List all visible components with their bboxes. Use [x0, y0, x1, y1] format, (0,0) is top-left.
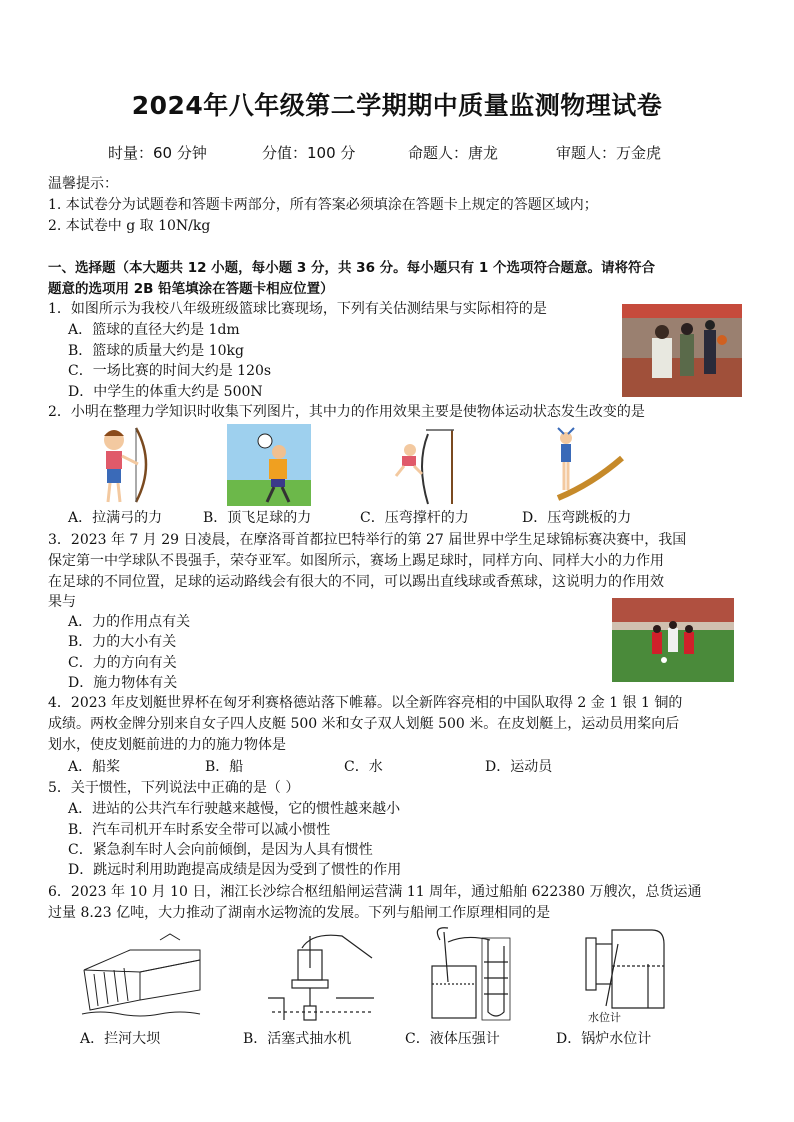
question-1-option: B．篮球的质量大约是 10kg	[68, 343, 244, 359]
question-1-option: A．篮球的直径大约是 1dm	[68, 322, 240, 338]
question-6-caption: B．活塞式抽水机	[243, 1031, 352, 1047]
question-5-option: B．汽车司机开车时系安全带可以减小惯性	[68, 822, 331, 838]
exam-reviewer: 审题人：万金虎	[556, 144, 662, 162]
question-6-stem: 6．2023 年 10 月 10 日，湘江长沙综合枢纽船闸运营满 11 周年，通过船舶 622380 万艘次，总货运通	[48, 884, 702, 900]
question-5-option: A．进站的公共汽车行驶越来越慢，它的惯性越来越小	[68, 801, 401, 817]
tips-item: 2. 本试卷中 g 取 10N/kg	[48, 218, 211, 234]
question-3-stem: 在足球的不同位置，足球的运动路线会有很大的不同，可以踢出直线球或香蕉球，这说明力的作用效	[48, 574, 664, 590]
question-3-option: A．力的作用点有关	[68, 614, 191, 630]
football-photo	[612, 598, 734, 682]
dam-figure	[80, 930, 204, 1022]
exam-author: 命题人：唐龙	[408, 144, 499, 162]
section-heading: 一、选择题（本大题共 12 小题，每小题 3 分，共 36 分。每小题只有 1 个选项符合题意。请将符合	[48, 260, 655, 276]
question-6-caption: A．拦河大坝	[80, 1031, 161, 1047]
question-5-option: C．紧急刹车时人会向前倾倒，是因为人具有惯性	[68, 842, 373, 858]
section-heading: 题意的选项用 2B 铅笔填涂在答题卡相应位置）	[48, 281, 334, 297]
question-3-stem: 3．2023 年 7 月 29 日凌晨，在摩洛哥首都拉巴特举行的第 27 届世界中学生足球锦标赛决赛中，我国	[48, 532, 687, 548]
question-3-stem: 保定第一中学球队不畏强手，荣夺亚军。如图所示，赛场上踢足球时，同样方向、同样大小的力作用	[48, 553, 664, 569]
question-2-stem: 2．小明在整理力学知识时收集下列图片，其中力的作用效果主要是使物体运动状态发生改变的是	[48, 404, 645, 420]
pressure-gauge-figure	[426, 922, 518, 1024]
question-1-stem: 1．如图所示为我校八年级班级篮球比赛现场，下列有关估测结果与实际相符的是	[48, 301, 547, 317]
pole-vault-figure	[388, 424, 460, 506]
question-4-option: A．船桨	[68, 759, 121, 775]
question-2-caption: C．压弯撑杆的力	[360, 510, 469, 526]
question-2-caption: A．拉满弓的力	[68, 510, 163, 526]
question-4-option: D．运动员	[485, 759, 553, 775]
question-1-option: D．中学生的体重大约是 500N	[68, 384, 263, 400]
tips-item: 1. 本试卷分为试题卷和答题卡两部分，所有答案必须填涂在答题卡上规定的答题区域内；	[48, 197, 598, 213]
header-kick-figure	[227, 424, 311, 506]
question-2-caption: B．顶飞足球的力	[203, 510, 312, 526]
question-2-caption: D．压弯跳板的力	[522, 510, 632, 526]
question-5-stem: 5．关于惯性，下列说法中正确的是（ ）	[48, 780, 300, 796]
exam-score: 分值：100 分	[262, 144, 356, 162]
question-3-stem: 果与	[48, 594, 76, 610]
tips-heading: 温馨提示：	[48, 176, 118, 192]
question-4-stem: 划水，使皮划艇前进的力的施力物体是	[48, 737, 286, 753]
question-4-option: B．船	[205, 759, 244, 775]
exam-title: 2024年八年级第二学期期中质量监测物理试卷	[131, 91, 663, 120]
diving-board-figure	[552, 424, 624, 506]
question-3-option: D．施力物体有关	[68, 675, 178, 691]
question-6-stem: 过量 8.23 亿吨，大力推动了湖南水运物流的发展。下列与船闸工作原理相同的是	[48, 905, 551, 921]
question-3-option: C．力的方向有关	[68, 655, 177, 671]
question-6-caption: D．锅炉水位计	[556, 1031, 652, 1047]
question-3-option: B．力的大小有关	[68, 634, 177, 650]
question-4-stem: 4．2023 年皮划艇世界杯在匈牙利赛格德站落下帷幕。以全新阵容亮相的中国队取得 2 金 1 银 1 铜的	[48, 695, 683, 711]
question-5-option: D．跳远时利用助跑提高成绩是因为受到了惯性的作用	[68, 862, 402, 878]
exam-time: 时量：60 分钟	[108, 144, 207, 162]
question-4-option: C．水	[344, 759, 383, 775]
question-6-caption: C．液体压强计	[405, 1031, 500, 1047]
gauge-label: 水位计	[588, 1011, 621, 1024]
question-4-stem: 成绩。两枚金牌分别来自女子四人皮艇 500 米和女子双人划艇 500 米。在皮划艇上，运动员用桨向后	[48, 716, 680, 732]
basketball-photo	[622, 304, 742, 397]
question-1-option: C．一场比赛的时间大约是 120s	[68, 363, 272, 379]
archer-figure	[92, 424, 160, 506]
pump-figure	[262, 928, 380, 1024]
